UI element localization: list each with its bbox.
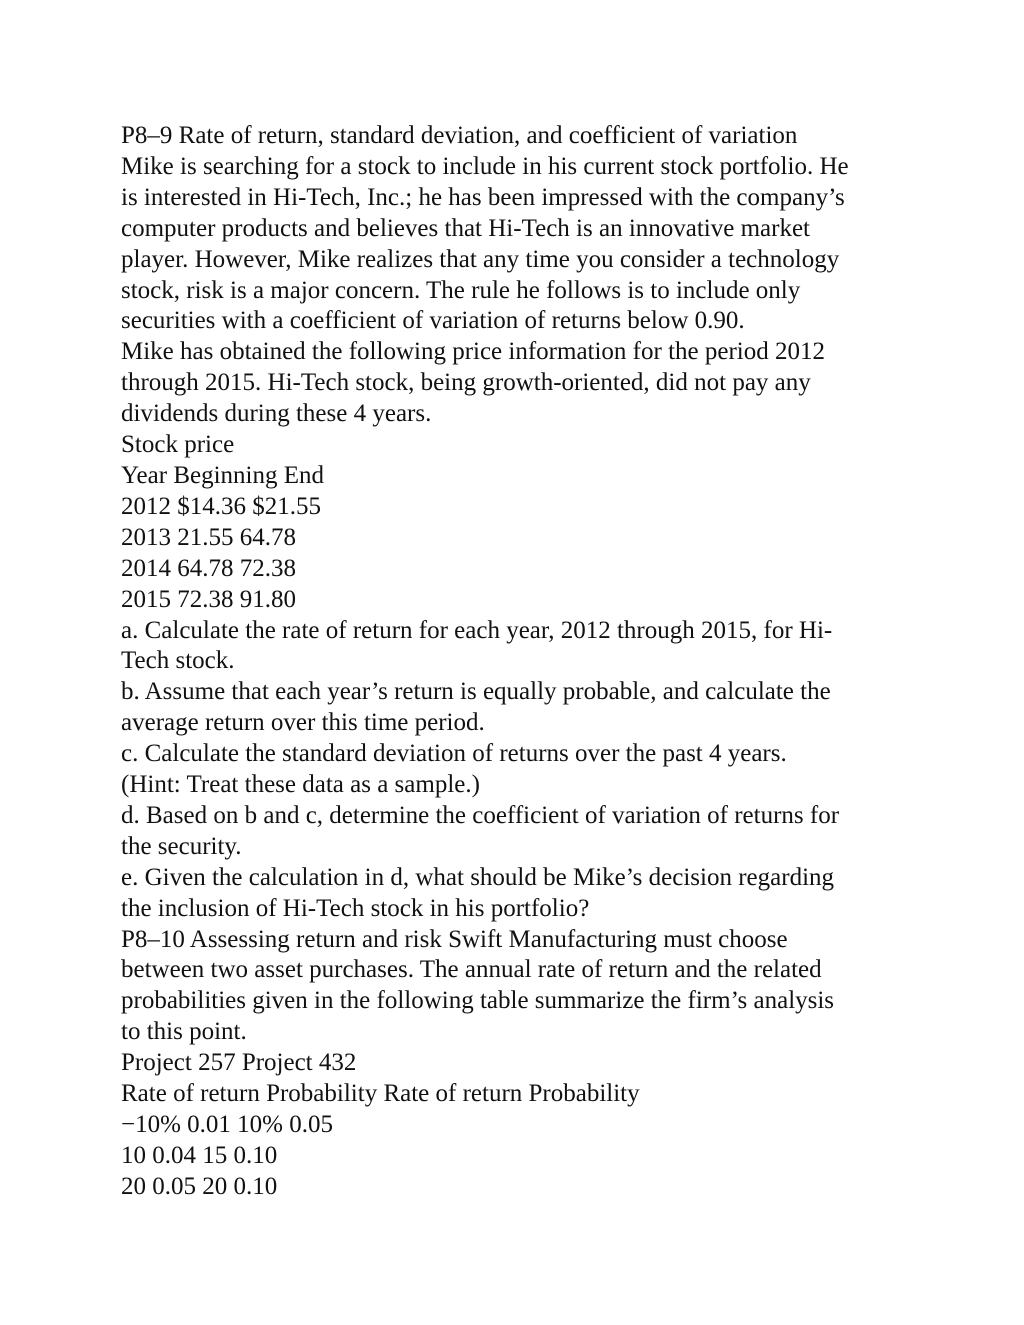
table-project-header: Project 257 Project 432 bbox=[121, 1049, 357, 1077]
question-a-continued: Tech stock. bbox=[121, 647, 235, 675]
table-row: 2014 64.78 72.38 bbox=[121, 554, 296, 582]
table-row: 10 0.04 15 0.10 bbox=[121, 1141, 278, 1169]
problem-heading-p8-10: P8–10 Assessing return and risk Swift Manufacturing must choose bbox=[121, 925, 788, 953]
question-a: a. Calculate the rate of return for each year, 2012 through 2015, for Hi- bbox=[121, 616, 833, 644]
text-line: through 2015. Hi-Tech stock, being growth-oriented, did not pay any bbox=[121, 369, 811, 397]
table-row: 2012 $14.36 $21.55 bbox=[121, 492, 321, 520]
table-header-row: Rate of return Probability Rate of return Probability bbox=[121, 1080, 640, 1108]
table-row: 20 0.05 20 0.10 bbox=[121, 1172, 278, 1200]
question-b: b. Assume that each year’s return is equally probable, and calculate the bbox=[121, 678, 831, 706]
table-header-row: Year Beginning End bbox=[121, 461, 325, 489]
text-line: Mike is searching for a stock to include in his current stock portfolio. He bbox=[121, 152, 849, 180]
question-c-hint: (Hint: Treat these data as a sample.) bbox=[121, 771, 480, 799]
table-row: 2013 21.55 64.78 bbox=[121, 523, 296, 551]
question-c: c. Calculate the standard deviation of returns over the past 4 years. bbox=[121, 740, 787, 768]
text-line: Mike has obtained the following price information for the period 2012 bbox=[121, 338, 825, 366]
text-line: to this point. bbox=[121, 1018, 247, 1046]
question-d-continued: the security. bbox=[121, 832, 242, 860]
text-line: between two asset purchases. The annual rate of return and the related bbox=[121, 956, 822, 984]
text-line: player. However, Mike realizes that any time you consider a technology bbox=[121, 245, 840, 273]
text-line: is interested in Hi-Tech, Inc.; he has been impressed with the company’s bbox=[121, 183, 845, 211]
question-e: e. Given the calculation in d, what should be Mike’s decision regarding bbox=[121, 863, 835, 891]
problem-heading-p8-9: P8–9 Rate of return, standard deviation, and coefficient of variation bbox=[121, 122, 798, 149]
text-line: computer products and believes that Hi-Tech is an innovative market bbox=[121, 214, 811, 242]
text-line: dividends during these 4 years. bbox=[121, 400, 432, 428]
table-row: 2015 72.38 91.80 bbox=[121, 585, 296, 613]
question-e-continued: the inclusion of Hi-Tech stock in his portfolio? bbox=[121, 894, 590, 922]
question-d: d. Based on b and c, determine the coefficient of variation of returns for bbox=[121, 801, 840, 829]
text-line: probabilities given in the following table summarize the firm’s analysis bbox=[121, 987, 835, 1015]
text-line: securities with a coefficient of variation of returns below 0.90. bbox=[121, 307, 745, 335]
table-row: −10% 0.01 10% 0.05 bbox=[121, 1111, 333, 1138]
question-b-continued: average return over this time period. bbox=[121, 709, 485, 737]
table-caption-stock-price: Stock price bbox=[121, 431, 235, 459]
text-line: stock, risk is a major concern. The rule he follows is to include only bbox=[121, 276, 801, 304]
document-page bbox=[121, 121, 911, 1203]
